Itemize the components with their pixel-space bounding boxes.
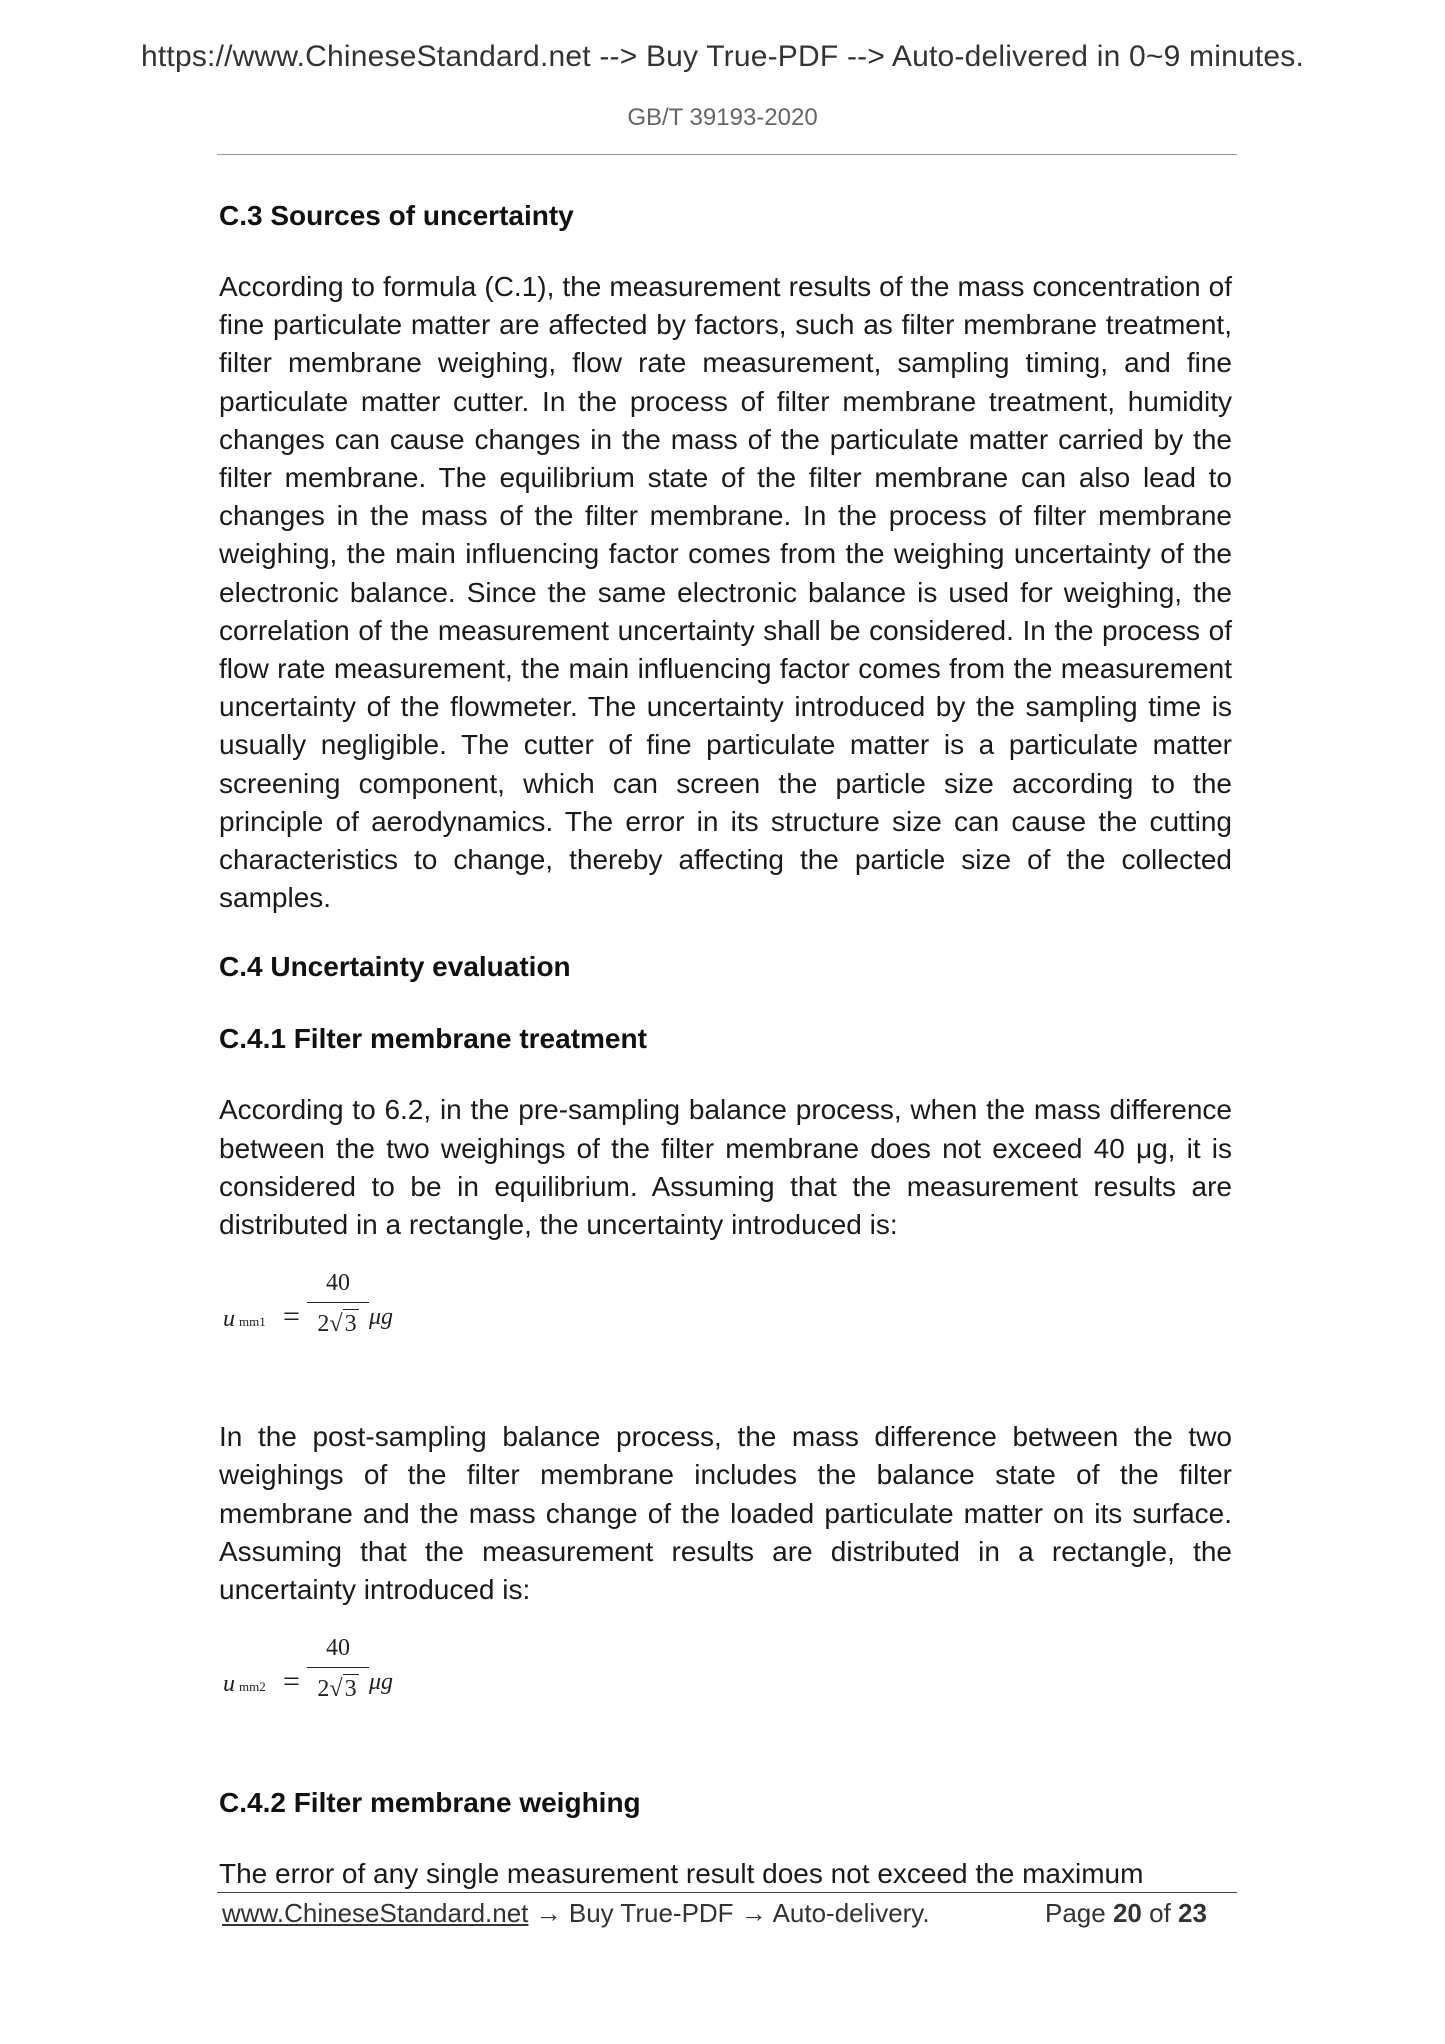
formula-subscript: mm1 — [239, 1314, 266, 1330]
formula-umm2 — [223, 1631, 1232, 1743]
formula-equals: = — [283, 1665, 300, 1699]
formula-subscript: mm2 — [239, 1679, 266, 1695]
formula-equals: = — [283, 1300, 300, 1334]
fraction-bar — [307, 1302, 369, 1303]
formula-numerator: 40 — [326, 1270, 350, 1297]
sqrt-icon: √ — [329, 1676, 343, 1703]
footer-site-link[interactable]: www.ChineseStandard.net — [222, 1898, 529, 1928]
formula-umm1 — [223, 1266, 1232, 1378]
section-c3-paragraph: According to formula (C.1), the measurement results of the mass concentration of fine particulate matter are affected by factors, such as filter membrane treatment, filter membrane weighing, flow rate measurement, sampling timing, and fine particulate matter cutter. In the process of filter membrane treatment, humidity changes can cause changes in the mass of the particulate matter carried by the filter membrane. The equilibrium state of the filter membrane can also lead to changes in the mass of the filter membrane. In the process of filter membrane weighing, the main influencing factor comes from the weighing uncertainty of the electronic balance. Since the same electronic balance is used for weighing, the correlation of the measurement uncertainty shall be considered. In the process of flow rate measurement, the main influencing factor comes from the measurement uncertainty of the flowmeter. The uncertainty introduced by the sampling time is usually negligible. The cutter of fine particulate matter is a particulate matter screening component, which can screen the particle size according to the principle of aerodynamics. The error in its structure size can cause the cutting characteristics to change, thereby affecting the particle size of the collected samples. — [219, 271, 1232, 914]
formula-numerator: 40 — [326, 1635, 350, 1662]
footer-divider — [217, 1892, 1237, 1893]
header-divider — [217, 154, 1237, 155]
formula-symbol: umm1 — [223, 1306, 266, 1333]
formula-symbol: umm2 — [223, 1671, 266, 1698]
footer-link-line — [222, 1898, 930, 1929]
section-c41-paragraph-1: According to 6.2, in the pre-sampling balance process, when the mass difference between the two weighings of the filter membrane does not exceed 40 μg, it is considered to be in equilibrium. Assuming that the measurement results are distributed in a rectangle, the uncertainty introduced is: — [219, 1094, 1232, 1241]
formula-unit: μg — [369, 1304, 394, 1331]
section-c42-title: C.4.2 Filter membrane weighing — [219, 1787, 641, 1819]
formula-denominator: 2√3 — [317, 1676, 357, 1703]
sqrt-icon: √ — [329, 1311, 343, 1338]
section-c3-title: C.3 Sources of uncertainty — [219, 200, 574, 231]
formula-denominator: 2√3 — [317, 1311, 357, 1338]
formula-fraction — [307, 1631, 369, 1706]
formula-unit: μg — [369, 1669, 394, 1696]
formula-fraction — [307, 1266, 369, 1341]
page-content — [219, 196, 1232, 1915]
standard-code: GB/T 39193-2020 — [627, 104, 818, 131]
footer-tail-text: → Buy True-PDF → Auto-delivery. — [528, 1898, 930, 1928]
section-c42-paragraph: The error of any single measurement result does not exceed the maximum — [219, 1858, 1144, 1890]
total-pages: 23 — [1178, 1898, 1207, 1928]
current-page-number: 20 — [1112, 1898, 1142, 1928]
page-indicator: Page 20 of 23 — [1045, 1898, 1207, 1928]
top-banner: https://www.ChineseStandard.net --> Buy True-PDF --> Auto-delivered in 0~9 minutes. — [141, 40, 1304, 73]
section-c4-title: C.4 Uncertainty evaluation — [219, 951, 571, 983]
section-c41-paragraph-2: In the post-sampling balance process, the mass difference between the two weighings of the filter membrane includes the balance state of the filter membrane and the mass change of the loaded particulate matter on its surface. Assuming that the measurement results are distributed in a rectangle, the uncertainty introduced is: — [219, 1421, 1232, 1606]
fraction-bar — [307, 1667, 369, 1668]
section-c41-title: C.4.1 Filter membrane treatment — [219, 1023, 647, 1055]
